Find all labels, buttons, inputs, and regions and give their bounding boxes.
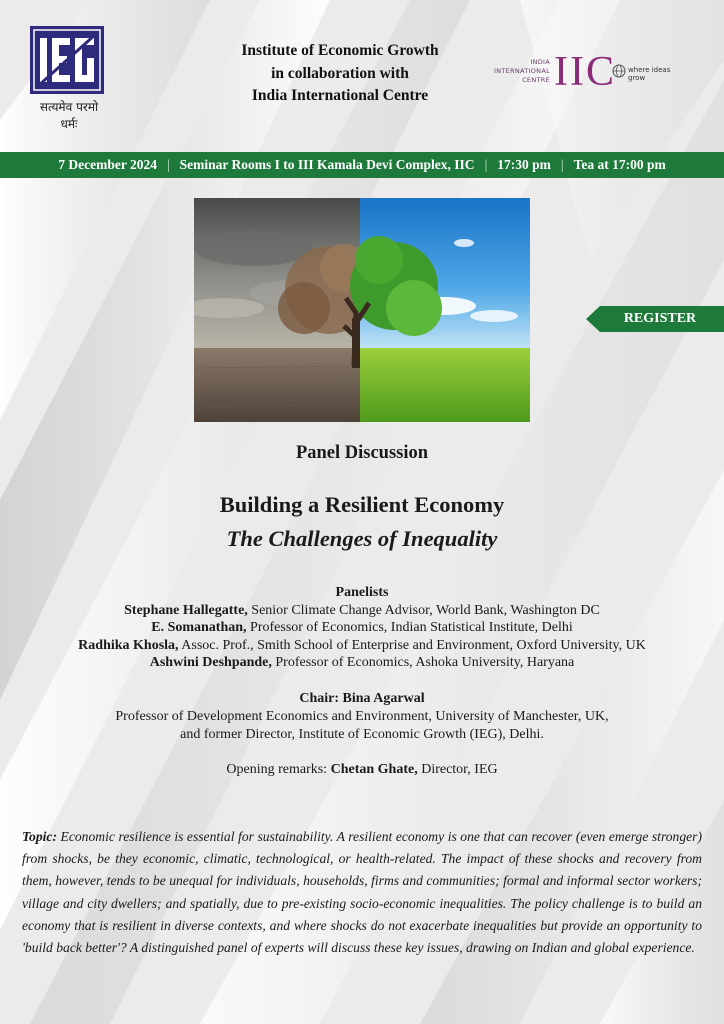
iic-logo-letters: IIC <box>554 49 616 95</box>
panelist-role: Professor of Economics, Indian Statistical Institute, Delhi <box>246 620 573 635</box>
opening-remarks <box>0 762 724 778</box>
panelist-name: E. Somanathan, <box>151 620 247 635</box>
event-date: 7 December 2024 <box>58 157 157 172</box>
panelist-item <box>0 602 724 620</box>
opening-label: Opening remarks: <box>226 762 331 777</box>
panelist-item <box>0 637 724 655</box>
header-line-1: Institute of Economic Growth <box>241 42 439 59</box>
panelists-section <box>0 584 724 672</box>
separator: | <box>560 157 564 172</box>
panelist-role: Senior Climate Change Advisor, World Bank, Washington DC <box>247 602 600 618</box>
event-time: 17:30 pm <box>497 157 551 172</box>
iic-slogan: where ideas grow <box>628 66 671 82</box>
event-subtitle: The Challenges of Inequality <box>226 526 498 551</box>
panel-title: Panel Discussion <box>295 443 429 463</box>
globe-icon <box>612 64 626 78</box>
event-title: Building a Resilient Economy <box>219 492 505 517</box>
panelist-role: Professor of Economics, Ashoka University, Haryana <box>271 655 575 670</box>
panelist-role: Assoc. Prof., Smith School of Enterprise and Environment, Oxford University, UK <box>178 637 646 653</box>
ieg-letters-graphic <box>30 26 104 94</box>
topic-text: Economic resilience is essential for sustainability. A resilient economy is one that can recover (even emerge stronger) from shocks, be they economic, climatic, technological, or health-related. The impact of these shocks and recovery from them, however, tends to be unequal for individuals, households, firms and communities; formal and informal sector workers; village and city dwellers; and spatially, due to pre-existing socio-economic inequalities. The policy challenge is to build an economy that is resilient in diverse contexts, and where shocks do not exacerbate inequalities but provide an opportunity to 'build back better'? A distinguished panel of experts will discuss these key issues, drawing on Indian and global experience. <box>22 829 702 956</box>
separator: | <box>484 157 488 172</box>
register-label[interactable]: REGISTER <box>623 311 697 326</box>
register-button[interactable] <box>586 306 724 332</box>
panelist-name: Ashwini Deshpande, <box>149 655 272 670</box>
chair-heading: Chair: Bina Agarwal <box>299 691 425 706</box>
chair-section <box>0 690 724 744</box>
separator: | <box>166 157 170 172</box>
header-line-2: in collaboration with <box>271 64 409 82</box>
ieg-tagline: सत्यमेव परमो धर्मः <box>39 100 99 131</box>
opening-name: Chetan Ghate, <box>330 762 418 777</box>
chair-line-2: and former Director, Institute of Economic Growth (IEG), Delhi. <box>180 727 544 742</box>
event-tea: Tea at 17:00 pm <box>573 157 666 172</box>
panelist-name: Radhika Khosla, <box>78 637 179 653</box>
iic-small-line-1: INDIA <box>530 58 550 66</box>
event-venue: Seminar Rooms I to III Kamala Devi Complex, IIC <box>179 157 475 172</box>
ieg-logo <box>30 26 108 132</box>
resilience-tree-image <box>194 198 530 422</box>
event-info-bar <box>0 152 724 178</box>
topic-label: Topic: <box>22 829 57 844</box>
chair-line-1: Professor of Development Economics and Environment, University of Manchester, UK, <box>115 709 609 724</box>
header-organizers <box>180 40 500 108</box>
iic-logo-small-text <box>488 58 550 85</box>
panelist-name: Stephane Hallegatte, <box>124 602 248 618</box>
panelist-item <box>0 654 724 672</box>
topic-paragraph <box>22 826 702 959</box>
panelist-item <box>0 619 724 637</box>
ieg-logo-mark <box>30 26 104 94</box>
iic-small-line-3: CENTRE <box>522 76 550 84</box>
iic-small-line-2: INTERNATIONAL <box>493 67 550 75</box>
iic-logo <box>488 49 688 100</box>
panelists-heading: Panelists <box>335 585 389 600</box>
opening-role: Director, IEG <box>417 762 498 777</box>
header-line-3: India International Centre <box>251 87 429 104</box>
